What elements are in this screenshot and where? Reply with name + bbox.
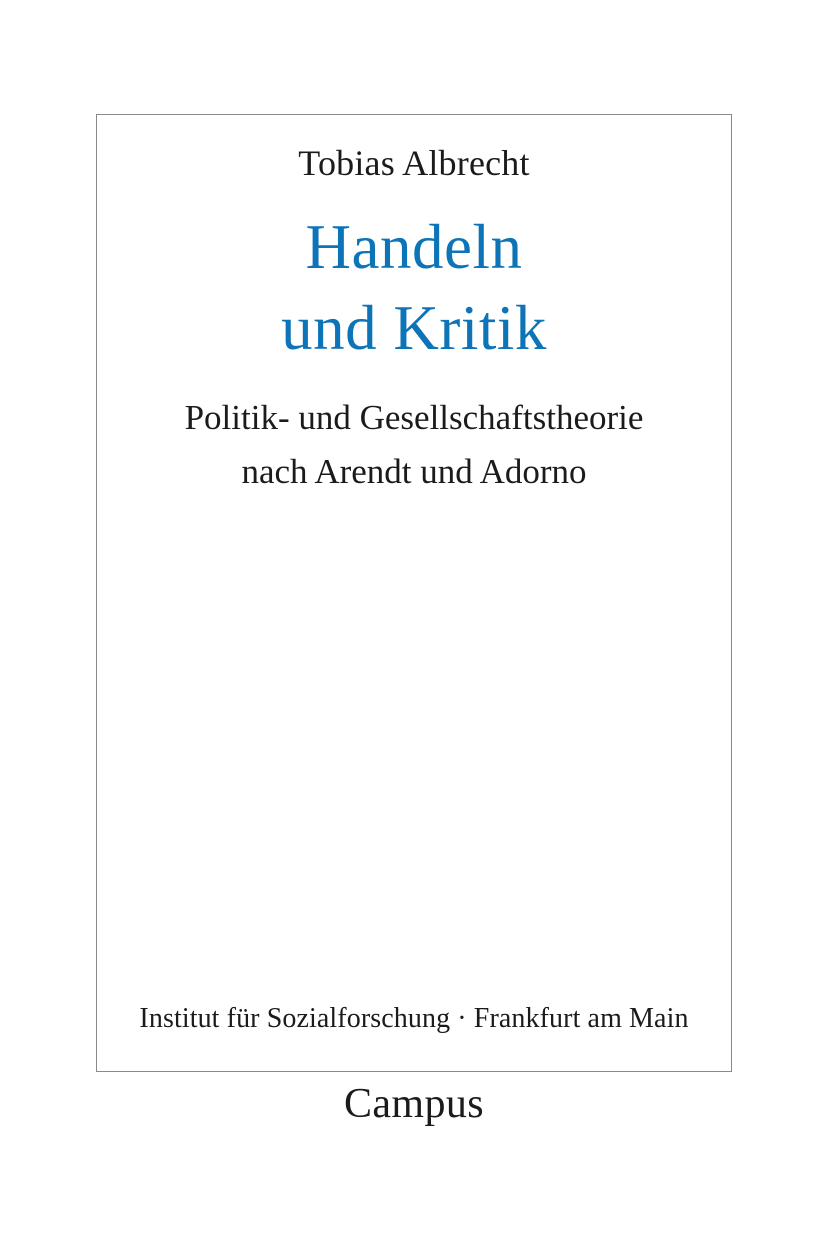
publisher-name: Campus (343, 1081, 485, 1127)
book-subtitle-line-2: nach Arendt und Adorno (241, 452, 587, 492)
author-name: Tobias Albrecht (298, 143, 530, 183)
book-subtitle-line-1: Politik- und Gesellschaftstheorie (184, 398, 644, 437)
cover-frame-content (97, 115, 731, 1071)
book-title-line-1: Handeln (305, 212, 523, 282)
book-title-line-2: und Kritik (281, 292, 547, 363)
book-title (97, 207, 731, 368)
institute-imprint: Institut für Sozialforschung · Frankfurt am Main (139, 1003, 689, 1034)
cover-frame (96, 114, 732, 1072)
book-subtitle (97, 391, 731, 500)
